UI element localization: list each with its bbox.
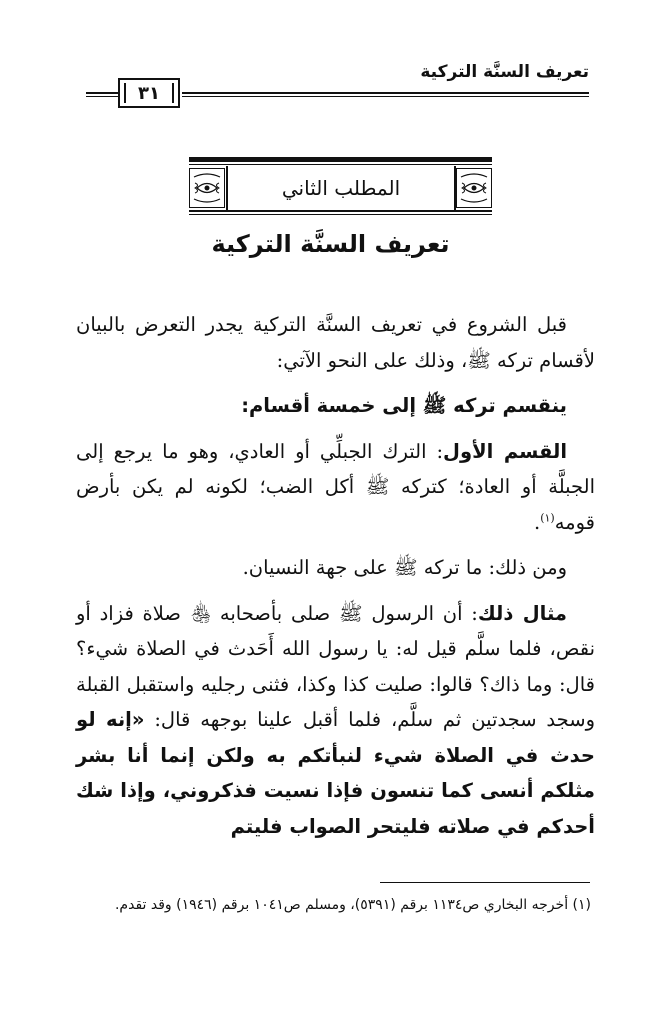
also-paragraph: ومن ذلك: ما تركه ﷺ على جهة النسيان. xyxy=(242,556,567,579)
intro-paragraph: قبل الشروع في تعريف السنَّة التركية يجدر التعرض بالبيان لأقسام تركه ﷺ، وذلك على النحو الآتي: xyxy=(76,313,595,372)
header-rule xyxy=(182,92,589,94)
header-rule-left-thin xyxy=(86,96,118,97)
banner-rule-bottom xyxy=(189,210,492,212)
footnote: (١) أخرجه البخاري ص١١٣٤ برقم (٥٣٩١)، ومسلم ص١٠٤١ برقم (١٩٤٦) وقد تقدم. xyxy=(114,897,591,913)
ornament-left-icon xyxy=(189,168,225,208)
division-heading: ينقسم تركه ﷺ إلى خمسة أقسام: xyxy=(241,394,567,417)
first-category-paragraph xyxy=(76,434,595,541)
footnote-ref: (١) xyxy=(540,511,555,524)
header-rule-thin xyxy=(182,96,589,97)
ornament-right-icon xyxy=(456,168,492,208)
banner-rule-top xyxy=(189,157,492,162)
first-category-text: : الترك الجبلِّي أو العادي، وهو ما يرجع إلى الجبلَّة أو العادة؛ كتركه ﷺ أكل الضب؛ لكونه لم يكن بأرض قومه xyxy=(76,439,595,534)
banner-rule-bottom-thin xyxy=(189,214,492,215)
hadith-quote: «إنه لو حدث في الصلاة شيء لنبأتكم به ولكن إنما أنا بشر مثلكم أنسى كما تنسون فإذا نسيت فذكروني، وإذا شك أحدكم في صلاته فليتحر الصواب فليتم xyxy=(76,708,595,838)
first-category-label: القسم الأول xyxy=(443,439,567,463)
banner-rule-top-thin xyxy=(189,164,492,165)
footnote-rule xyxy=(380,882,590,883)
first-category-end: . xyxy=(533,510,541,534)
page-number-box xyxy=(118,78,180,108)
example-label: مثال ذلك xyxy=(477,601,567,625)
body-text xyxy=(76,307,595,844)
example-paragraph xyxy=(76,596,595,845)
section-banner-label: المطلب الثاني xyxy=(226,166,456,210)
running-header-title: تعريف السنَّة التركية xyxy=(420,62,589,82)
division-paragraph xyxy=(76,388,595,424)
example-text: : أن الرسول ﷺ صلى بأصحابه ﵃ صلاة فزاد أو نقص، فلما سلَّم قيل له: يا رسول الله أَحَدث في الصلاة شيء؟ قال: وما ذاك؟ قالوا: صليت كذا وكذا، فثنى رجليه واستقبل القبلة وسجد سجدتين ثم سلَّم، فلما أقبل علينا بوجهه قال: xyxy=(76,601,596,731)
page-number: ٣١ xyxy=(138,82,160,104)
header-rule-left xyxy=(86,92,118,94)
section-heading: تعريف السنَّة التركية xyxy=(211,230,450,258)
